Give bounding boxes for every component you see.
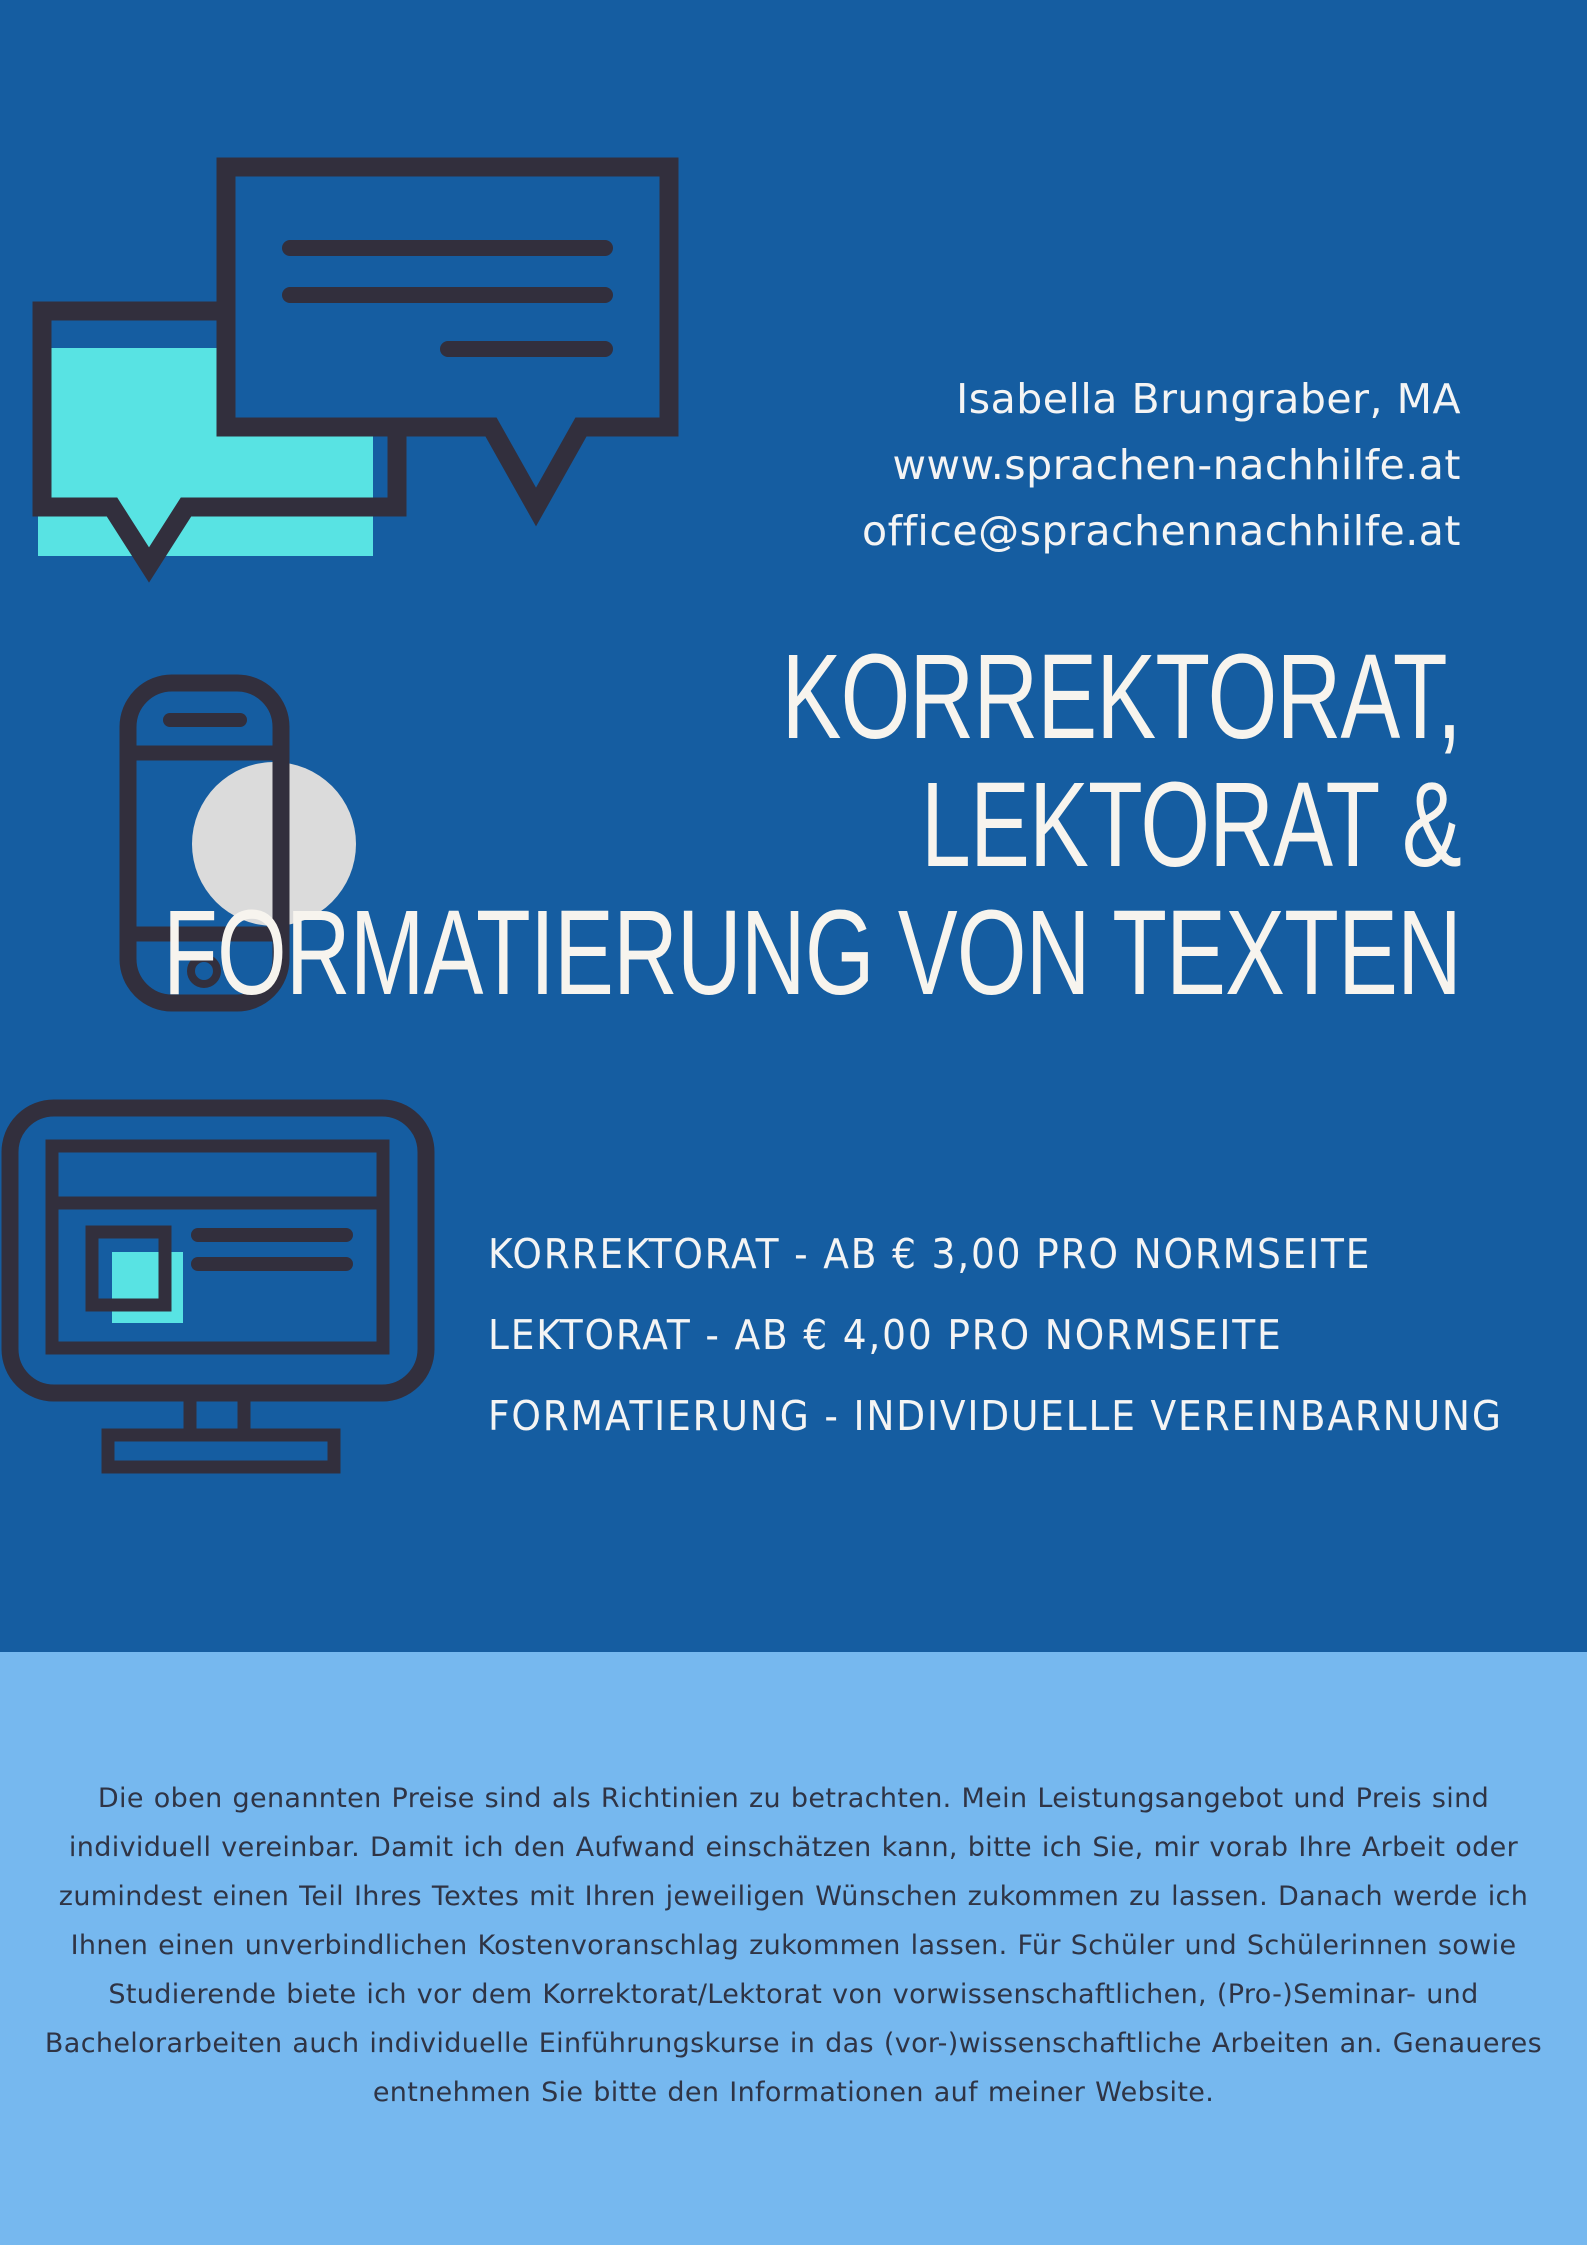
contact-website[interactable]: www.sprachen-nachhilfe.at — [892, 441, 1461, 489]
info-paragraph: Die oben genannten Preise sind als Richtinien zu betrachten. Mein Leistungsangebot und Preis sind individuell vereinbar. Damit ich den Aufwand einschätzen kann, bitte ich Sie, mir vorab Ihre Arbeit oder zumindest einen Teil Ihres Textes mit Ihren jeweiligen Wünschen zukommen zu lassen. Danach werde ich Ihnen einen unverbindlichen Kostenvoranschlag zukommen lassen. Für Schüler und Schülerinnen sowie Studierende biete ich vor dem Korrektorat/Lektorat von vorwissenschaftlichen, (Pro-)Seminar- und Bachelorarbeiten auch individuelle Einführungskurse in das (vor-)wissenschaftliche Arbeiten an. Genaueres entnehmen Sie bitte den Informationen auf meiner Website. — [44, 1783, 1543, 2108]
price-item-korrektorat: KORREKTORAT - AB € 3,00 PRO NORMSEITE — [488, 1230, 1372, 1278]
contact-email[interactable]: office@sprachennachhilfe.at — [861, 507, 1461, 555]
headline-line-2: LEKTORAT & — [921, 756, 1461, 892]
contact-block — [862, 366, 1461, 564]
price-item-formatierung: FORMATIERUNG - INDIVIDUELLE VEREINBARNUNG — [488, 1392, 1503, 1440]
chat-bubbles-icon — [0, 0, 720, 600]
headline-line-3: FORMATIERUNG VON TEXTEN — [163, 884, 1461, 1020]
headline-line-1: KORREKTORAT, — [781, 628, 1461, 764]
price-list — [488, 1214, 1503, 1457]
computer-monitor-icon — [0, 1090, 450, 1480]
page-title — [163, 628, 1461, 1020]
contact-name: Isabella Brungraber, MA — [956, 375, 1461, 423]
price-item-lektorat: LEKTORAT - AB € 4,00 PRO NORMSEITE — [488, 1311, 1283, 1359]
